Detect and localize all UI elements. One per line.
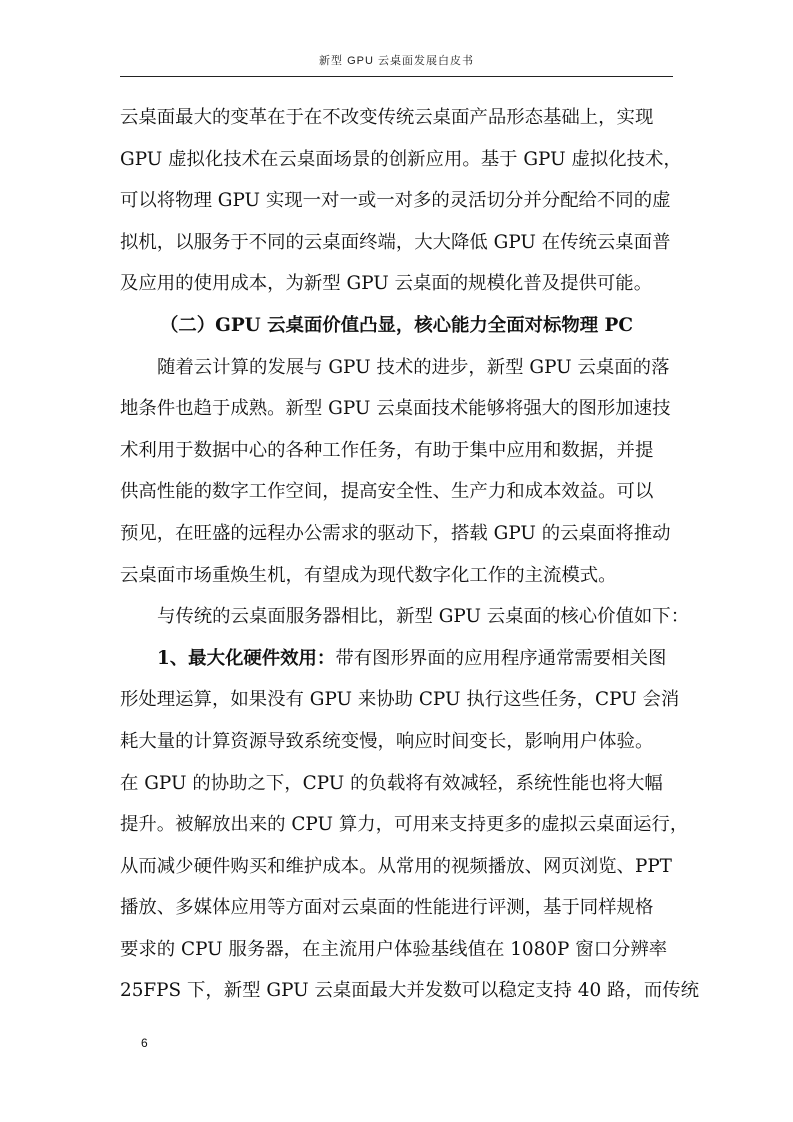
text-line: 与传统的云桌面服务器相比，新型 GPU 云桌面的核心价值如下： <box>157 606 690 628</box>
section-heading: （二）GPU 云桌面价值凸显，核心能力全面对标物理 PC <box>159 314 634 336</box>
paragraph-compare <box>120 596 690 638</box>
paragraph-value <box>120 347 673 597</box>
text-line: 在 GPU 的协助之下，CPU 的负载将有效减轻，系统性能也将大幅 <box>120 772 663 794</box>
text-line: 从而减少硬件购买和维护成本。从常用的视频播放、网页浏览、PPT <box>120 855 672 877</box>
paragraph-hardware <box>120 638 699 1012</box>
page-number: 6 <box>141 1036 148 1050</box>
text-line: 可以将物理 GPU 实现一对一或一对多的灵活切分并分配给不同的虚 <box>120 190 671 212</box>
header-divider <box>120 76 673 77</box>
text-line: 形处理运算，如果没有 GPU 来协助 CPU 执行这些任务，CPU 会消 <box>120 689 680 711</box>
text-line: 耗大量的计算资源导致系统变慢，响应时间变长，影响用户体验。 <box>120 730 654 752</box>
text-line: 地条件也趋于成熟。新型 GPU 云桌面技术能够将强大的图形加速技 <box>120 398 671 420</box>
text-line: 术利用于数据中心的各种工作任务，有助于集中应用和数据，并提 <box>120 439 654 461</box>
item-title: 1、最大化硬件效用： <box>157 647 336 669</box>
text-line: GPU 虚拟化技术在云桌面场景的创新应用。基于 GPU 虚拟化技术， <box>120 148 682 170</box>
item-text: 带有图形界面的应用程序通常需要相关图 <box>335 647 667 669</box>
text-line: 随着云计算的发展与 GPU 技术的进步，新型 GPU 云桌面的落 <box>157 356 670 378</box>
text-line: 供高性能的数字工作空间，提高安全性、生产力和成本效益。可以 <box>120 481 654 503</box>
text-line: 云桌面市场重焕生机，有望成为现代数字化工作的主流模式。 <box>120 564 617 586</box>
running-header: 新型 GPU 云桌面发展白皮书 <box>319 55 474 67</box>
text-line: 及应用的使用成本，为新型 GPU 云桌面的规模化普及提供可能。 <box>120 273 653 295</box>
paragraph-intro <box>120 97 682 305</box>
text-line: 播放、多媒体应用等方面对云桌面的性能进行评测，基于同样规格 <box>120 897 654 919</box>
text-line: 提升。被解放出来的 CPU 算力，可用来支持更多的虚拟云桌面运行， <box>120 814 689 836</box>
text-line: 拟机，以服务于不同的云桌面终端，大大降低 GPU 在传统云桌面普 <box>120 231 671 253</box>
text-line: 云桌面最大的变革在于在不改变传统云桌面产品形态基础上，实现 <box>120 107 654 128</box>
text-line <box>120 638 673 680</box>
document-body <box>120 97 699 1012</box>
text-line: 预见，在旺盛的远程办公需求的驱动下，搭载 GPU 的云桌面将推动 <box>120 522 671 544</box>
text-line: 25FPS 下，新型 GPU 云桌面最大并发数可以稳定支持 40 路，而传统 <box>120 980 699 1002</box>
text-line: 要求的 CPU 服务器，在主流用户体验基线值在 1080P 窗口分辨率 <box>120 938 668 960</box>
